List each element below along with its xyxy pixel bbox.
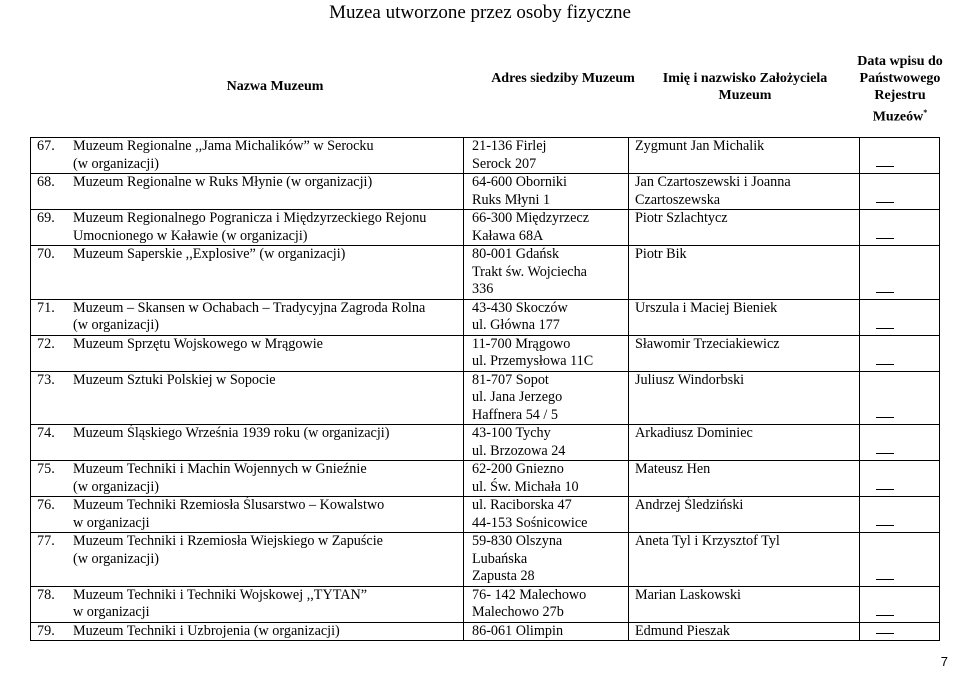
address-line: 336 bbox=[472, 281, 494, 297]
address-line: 11-700 Mrągowo bbox=[472, 335, 571, 352]
museum-name-line: Muzeum Regionalnego Pogranicza i Międzyrzeckiego Rejonu bbox=[73, 210, 427, 226]
row-number: 74. bbox=[37, 425, 55, 441]
founder-cell bbox=[629, 335, 860, 371]
founder-line: Zygmunt Jan Michalik bbox=[635, 138, 765, 154]
museum-name-cell bbox=[31, 461, 464, 497]
museum-name-line: w organizacji bbox=[73, 514, 150, 531]
date-cell bbox=[860, 622, 940, 641]
museum-name-line: Muzeum Saperskie ,,Explosive” (w organizacji) bbox=[73, 246, 346, 262]
address-line: 86-061 Olimpin bbox=[472, 622, 564, 639]
museum-name-line: w organizacji bbox=[73, 604, 150, 620]
address-line: 59-830 Olszyna bbox=[472, 533, 563, 549]
address-line: 76- 142 Malechowo bbox=[472, 586, 587, 603]
address-line: ul. Jana Jerzego bbox=[472, 389, 563, 405]
row-number: 76. bbox=[37, 497, 55, 513]
founder-line: Czartoszewska bbox=[635, 191, 721, 208]
founder-line: Mateusz Hen bbox=[635, 461, 711, 477]
empty-date-dash bbox=[876, 633, 894, 634]
row-number: 78. bbox=[37, 586, 55, 603]
address-line: ul. Św. Michała 10 bbox=[472, 478, 579, 495]
museum-name-line: Muzeum Techniki Rzemiosła Ślusarstwo – Kowalstwo bbox=[73, 497, 385, 513]
address-line: Haffnera 54 / 5 bbox=[472, 406, 559, 423]
empty-date-dash bbox=[876, 328, 894, 329]
address-line: 62-200 Gniezno bbox=[472, 461, 564, 477]
date-cell bbox=[860, 299, 940, 335]
founder-cell bbox=[629, 210, 860, 246]
address-line: 64-600 Oborniki bbox=[472, 174, 567, 190]
founder-cell bbox=[629, 533, 860, 587]
address-line: 43-430 Skoczów bbox=[472, 299, 568, 316]
founder-line: Piotr Szlachtycz bbox=[635, 210, 728, 226]
empty-date-dash bbox=[876, 525, 894, 526]
table-row bbox=[31, 371, 940, 425]
table-row bbox=[31, 138, 940, 174]
museum-name-line: (w organizacji) bbox=[73, 155, 160, 172]
museum-name-cell bbox=[31, 586, 464, 622]
header-address: Adres siedziby Muzeum bbox=[491, 71, 635, 86]
address-line: Malechowo 27b bbox=[472, 604, 564, 620]
table-row bbox=[31, 533, 940, 587]
address-line: Ruks Młyni 1 bbox=[472, 191, 551, 208]
address-line: Lubańska bbox=[472, 550, 528, 567]
museum-name-line: Muzeum Śląskiego Września 1939 roku (w organizacji) bbox=[73, 425, 390, 441]
table-row bbox=[31, 461, 940, 497]
empty-date-dash bbox=[876, 417, 894, 418]
address-line: 43-100 Tychy bbox=[472, 425, 551, 441]
address-line: ul. Brzozowa 24 bbox=[472, 442, 566, 459]
address-line: Trakt św. Wojciecha bbox=[472, 263, 587, 280]
address-cell bbox=[464, 335, 629, 371]
founder-cell bbox=[629, 586, 860, 622]
museum-name-line: (w organizacji) bbox=[73, 550, 160, 567]
address-line: Serock 207 bbox=[472, 155, 537, 172]
founder-line: Andrzej Śledziński bbox=[635, 497, 744, 513]
address-cell bbox=[464, 586, 629, 622]
founder-line: Juliusz Windorbski bbox=[635, 371, 745, 388]
empty-date-dash bbox=[876, 615, 894, 616]
date-cell bbox=[860, 533, 940, 587]
museum-name-cell bbox=[31, 533, 464, 587]
header-date: Data wpisu do Państwowego Rejestru Muzeów* bbox=[857, 54, 943, 125]
table-row bbox=[31, 425, 940, 461]
row-number: 77. bbox=[37, 533, 55, 549]
museum-name-line: Muzeum Techniki i Techniki Wojskowej ,,TYTAN” bbox=[73, 586, 368, 603]
museum-name-line: Muzeum Techniki i Machin Wojennych w Gnieźnie bbox=[73, 461, 367, 477]
row-number: 73. bbox=[37, 371, 55, 388]
museum-name-cell bbox=[31, 138, 464, 174]
museum-name-line: Muzeum Regionalne w Ruks Młynie (w organizacji) bbox=[73, 174, 373, 190]
founder-cell bbox=[629, 299, 860, 335]
empty-date-dash bbox=[876, 166, 894, 167]
header-founder: Imię i nazwisko Założyciela Muzeum bbox=[662, 71, 828, 103]
museum-name-cell bbox=[31, 497, 464, 533]
founder-line: Sławomir Trzeciakiewicz bbox=[635, 335, 780, 352]
museum-name-cell bbox=[31, 299, 464, 335]
empty-date-dash bbox=[876, 202, 894, 203]
empty-date-dash bbox=[876, 453, 894, 454]
date-cell bbox=[860, 246, 940, 300]
date-cell bbox=[860, 335, 940, 371]
museum-name-cell bbox=[31, 210, 464, 246]
row-number: 68. bbox=[37, 174, 55, 190]
museum-name-cell bbox=[31, 371, 464, 425]
address-cell bbox=[464, 210, 629, 246]
date-cell bbox=[860, 425, 940, 461]
museum-name-line: Muzeum Sztuki Polskiej w Sopocie bbox=[73, 371, 276, 388]
empty-date-dash bbox=[876, 292, 894, 293]
founder-line: Arkadiusz Dominiec bbox=[635, 425, 753, 441]
date-cell bbox=[860, 210, 940, 246]
founder-cell bbox=[629, 622, 860, 641]
date-cell bbox=[860, 138, 940, 174]
museum-name-line: Muzeum Sprzętu Wojskowego w Mrągowie bbox=[73, 335, 323, 352]
empty-date-dash bbox=[876, 489, 894, 490]
table-row bbox=[31, 246, 940, 300]
address-line: 66-300 Międzyrzecz bbox=[472, 210, 589, 226]
museum-table bbox=[30, 137, 940, 641]
page-title: Muzea utworzone przez osoby fizyczne bbox=[329, 2, 631, 23]
address-cell bbox=[464, 246, 629, 300]
empty-date-dash bbox=[876, 364, 894, 365]
founder-line: Jan Czartoszewski i Joanna bbox=[635, 174, 791, 190]
address-cell bbox=[464, 138, 629, 174]
address-cell bbox=[464, 461, 629, 497]
address-line: 81-707 Sopot bbox=[472, 371, 549, 388]
address-line: ul. Główna 177 bbox=[472, 317, 560, 333]
museum-name-line: Muzeum – Skansen w Ochabach – Tradycyjna Zagroda Rolna bbox=[73, 299, 426, 316]
address-cell bbox=[464, 174, 629, 210]
address-line: ul. Raciborska 47 bbox=[472, 497, 572, 513]
row-number: 71. bbox=[37, 299, 55, 316]
address-line: Zapusta 28 bbox=[472, 568, 535, 584]
table-row bbox=[31, 335, 940, 371]
date-cell bbox=[860, 586, 940, 622]
founder-cell bbox=[629, 246, 860, 300]
founder-cell bbox=[629, 371, 860, 425]
row-number: 79. bbox=[37, 622, 55, 639]
address-cell bbox=[464, 497, 629, 533]
museum-name-cell bbox=[31, 246, 464, 300]
museum-name-line: Muzeum Regionalne ,,Jama Michalików” w Serocku bbox=[73, 138, 374, 154]
address-line: 21-136 Firlej bbox=[472, 138, 547, 154]
museum-name-line: (w organizacji) bbox=[73, 478, 160, 495]
address-line: 44-153 Sośnicowice bbox=[472, 514, 588, 531]
address-line: ul. Przemysłowa 11C bbox=[472, 353, 594, 369]
museum-name-cell bbox=[31, 335, 464, 371]
date-cell bbox=[860, 497, 940, 533]
table-row bbox=[31, 622, 940, 641]
museum-name-cell bbox=[31, 174, 464, 210]
address-cell bbox=[464, 425, 629, 461]
header-name: Nazwa Muzeum bbox=[226, 79, 324, 94]
table-row bbox=[31, 299, 940, 335]
date-cell bbox=[860, 461, 940, 497]
row-number: 72. bbox=[37, 335, 55, 352]
table-row bbox=[31, 174, 940, 210]
founder-line: Marian Laskowski bbox=[635, 586, 741, 603]
table-row bbox=[31, 497, 940, 533]
table-row bbox=[31, 586, 940, 622]
founder-line: Piotr Bik bbox=[635, 246, 687, 262]
founder-cell bbox=[629, 138, 860, 174]
row-number: 70. bbox=[37, 246, 55, 262]
museum-name-line: Muzeum Techniki i Uzbrojenia (w organizacji) bbox=[73, 622, 340, 639]
museum-name-line: Umocnionego w Kaławie (w organizacji) bbox=[73, 227, 308, 244]
founder-cell bbox=[629, 461, 860, 497]
founder-line: Aneta Tyl i Krzysztof Tyl bbox=[635, 533, 780, 549]
founder-cell bbox=[629, 497, 860, 533]
founder-line: Edmund Pieszak bbox=[635, 622, 730, 639]
founder-cell bbox=[629, 174, 860, 210]
row-number: 75. bbox=[37, 461, 55, 477]
founder-cell bbox=[629, 425, 860, 461]
row-number: 69. bbox=[37, 210, 55, 226]
empty-date-dash bbox=[876, 238, 894, 239]
date-cell bbox=[860, 174, 940, 210]
address-cell bbox=[464, 533, 629, 587]
address-cell bbox=[464, 299, 629, 335]
date-cell bbox=[860, 371, 940, 425]
row-number: 67. bbox=[37, 138, 55, 154]
empty-date-dash bbox=[876, 579, 894, 580]
address-cell bbox=[464, 622, 629, 641]
founder-line: Urszula i Maciej Bieniek bbox=[635, 299, 778, 316]
address-line: 80-001 Gdańsk bbox=[472, 246, 560, 262]
address-line: Kaława 68A bbox=[472, 227, 544, 244]
museum-name-cell bbox=[31, 622, 464, 641]
museum-name-line: Muzeum Techniki i Rzemiosła Wiejskiego w Zapuście bbox=[73, 533, 383, 549]
museum-name-cell bbox=[31, 425, 464, 461]
address-cell bbox=[464, 371, 629, 425]
page-number: 7 bbox=[940, 654, 948, 669]
table-row bbox=[31, 210, 940, 246]
museum-name-line: (w organizacji) bbox=[73, 317, 160, 333]
